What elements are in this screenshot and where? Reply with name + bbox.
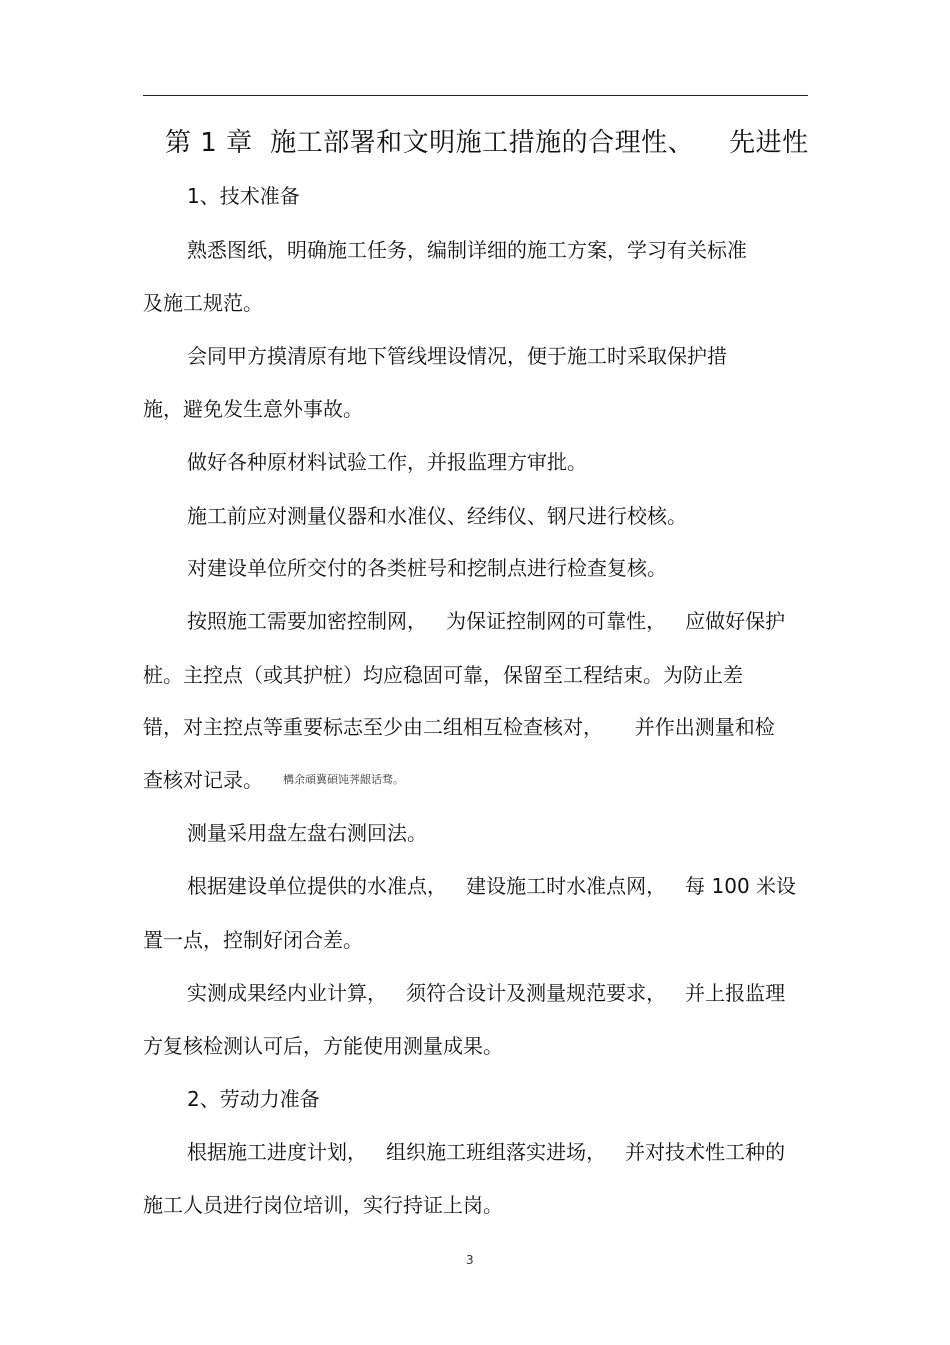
paragraph-line: 熟悉图纸，明确施工任务，编制详细的施工方案，学习有关标准 [187, 238, 747, 262]
paragraph-line: 及施工规范。 [143, 291, 263, 315]
page-number: 3 [466, 1253, 474, 1267]
chapter-title: 第 1 章 施工部署和文明施工措施的合理性、 先进性 [165, 128, 809, 158]
paragraph-line: 做好各种原材料试验工作，并报监理方审批。 [187, 450, 587, 474]
noise-text: 構余頑冀碩饨荠龈话骛。 [283, 773, 404, 786]
paragraph-line: 桩。主控点（或其护桩）均应稳固可靠，保留至工程结束。为防止差 [143, 663, 743, 687]
paragraph-line-text: 查核对记录。 [143, 768, 263, 792]
paragraph-line: 施工人员进行岗位培训，实行持证上岗。 [143, 1193, 503, 1217]
paragraph-line: 根据施工进度计划， 组织施工班组落实进场， 并对技术性工种的 [187, 1140, 786, 1164]
paragraph-line: 按照施工需要加密控制网， 为保证控制网的可靠性， 应做好保护 [187, 609, 786, 633]
header-rule [143, 95, 808, 96]
paragraph-line: 实测成果经内业计算， 须符合设计及测量规范要求， 并上报监理 [187, 981, 786, 1005]
section-heading-labor: 2、劳动力准备 [187, 1087, 320, 1111]
paragraph-line: 施，避免发生意外事故。 [143, 397, 363, 421]
paragraph-line: 对建设单位所交付的各类桩号和挖制点进行检查复核。 [187, 556, 667, 580]
paragraph-line: 根据建设单位提供的水准点， 建设施工时水准点网， 每 100 米设 [187, 874, 797, 898]
paragraph-line: 测量采用盘左盘右测回法。 [187, 821, 427, 845]
paragraph-line: 错，对主控点等重要标志至少由二组相互检查核对， 并作出测量和检 [143, 715, 775, 739]
paragraph-line: 置一点，控制好闭合差。 [143, 928, 363, 952]
paragraph-line: 方复核检测认可后，方能使用测量成果。 [143, 1034, 503, 1058]
section-heading-technical: 1、技术准备 [187, 184, 300, 208]
paragraph-line: 施工前应对测量仪器和水准仪、经纬仪、钢尺进行校核。 [187, 504, 687, 528]
paragraph-line: 会同甲方摸清原有地下管线埋设情况，便于施工时采取保护措 [187, 344, 727, 368]
paragraph-line [143, 765, 404, 795]
